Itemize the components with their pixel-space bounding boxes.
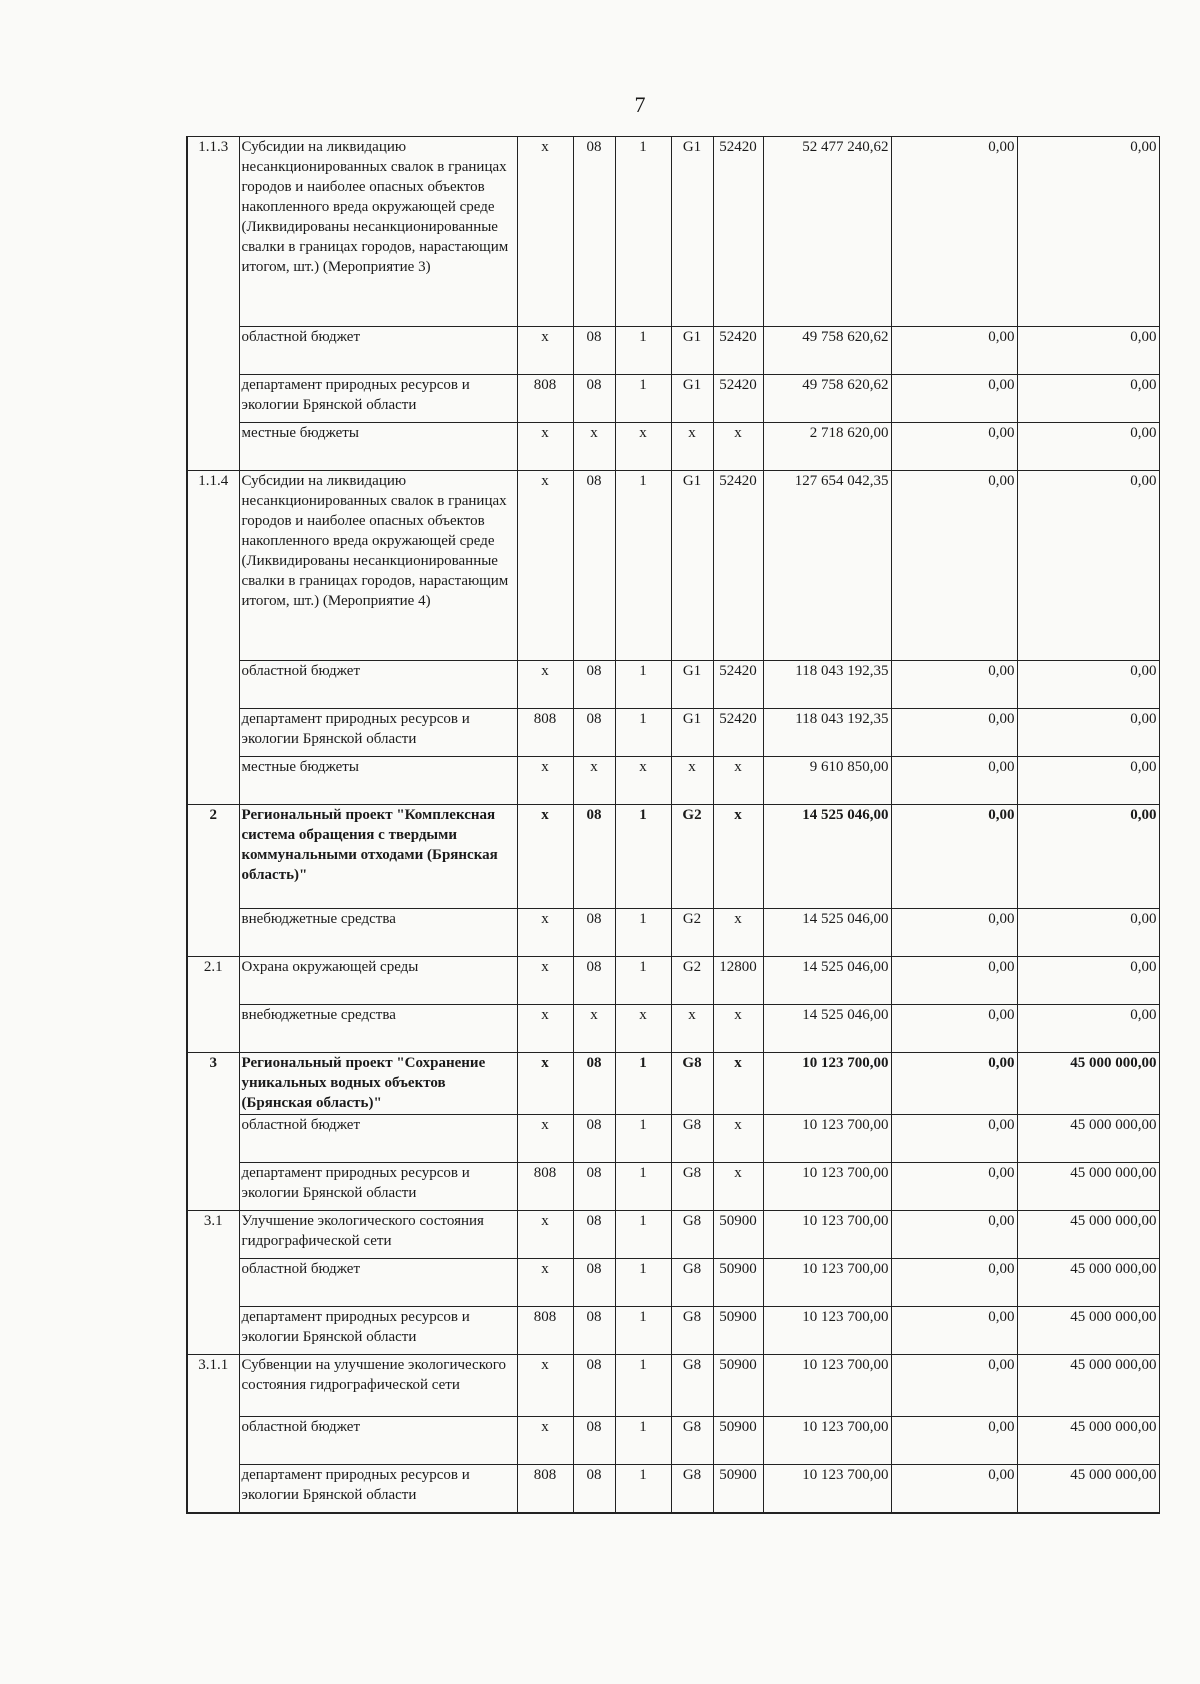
row-number-cell <box>187 1163 239 1211</box>
amount-year2-cell: 0,00 <box>891 1417 1017 1465</box>
row-number-cell <box>187 327 239 375</box>
amount-year3-cell: 45 000 000,00 <box>1017 1053 1159 1115</box>
grbs-code-cell: 808 <box>517 1163 573 1211</box>
amount-year3-cell: 45 000 000,00 <box>1017 1163 1159 1211</box>
section-code-cell: х <box>573 1005 615 1053</box>
project-code-cell: G8 <box>671 1417 713 1465</box>
row-number-cell: 2.1 <box>187 957 239 1005</box>
section-code-cell: 08 <box>573 1355 615 1417</box>
project-code-cell: G2 <box>671 909 713 957</box>
amount-year2-cell: 0,00 <box>891 1307 1017 1355</box>
project-code-cell: G8 <box>671 1259 713 1307</box>
table-body <box>187 137 1159 1513</box>
amount-year2-cell: 0,00 <box>891 423 1017 471</box>
section-code-cell: 08 <box>573 375 615 423</box>
row-number-cell: 2 <box>187 805 239 909</box>
program-code-cell: 1 <box>615 1163 671 1211</box>
project-code-cell: G8 <box>671 1115 713 1163</box>
description-cell: департамент природных ресурсов и экологии Брянской области <box>239 1465 517 1513</box>
direction-code-cell: 50900 <box>713 1465 763 1513</box>
description-cell: областной бюджет <box>239 1417 517 1465</box>
project-code-cell: G8 <box>671 1307 713 1355</box>
program-code-cell: 1 <box>615 909 671 957</box>
section-code-cell: 08 <box>573 1307 615 1355</box>
section-code-cell: 08 <box>573 709 615 757</box>
grbs-code-cell: х <box>517 1005 573 1053</box>
direction-code-cell: 12800 <box>713 957 763 1005</box>
table-row <box>187 1465 1159 1513</box>
amount-year3-cell: 0,00 <box>1017 423 1159 471</box>
amount-year1-cell: 10 123 700,00 <box>763 1053 891 1115</box>
grbs-code-cell: х <box>517 805 573 909</box>
grbs-code-cell: х <box>517 909 573 957</box>
amount-year2-cell: 0,00 <box>891 1053 1017 1115</box>
program-code-cell: 1 <box>615 471 671 661</box>
grbs-code-cell: 808 <box>517 709 573 757</box>
amount-year1-cell: 10 123 700,00 <box>763 1307 891 1355</box>
section-code-cell: 08 <box>573 1465 615 1513</box>
amount-year3-cell: 0,00 <box>1017 805 1159 909</box>
amount-year1-cell: 10 123 700,00 <box>763 1355 891 1417</box>
project-code-cell: G8 <box>671 1053 713 1115</box>
table-row <box>187 661 1159 709</box>
amount-year2-cell: 0,00 <box>891 1163 1017 1211</box>
table-row <box>187 957 1159 1005</box>
description-cell: департамент природных ресурсов и экологии Брянской области <box>239 709 517 757</box>
program-code-cell: 1 <box>615 1259 671 1307</box>
amount-year3-cell: 45 000 000,00 <box>1017 1259 1159 1307</box>
description-cell: Улучшение экологического состояния гидрографической сети <box>239 1211 517 1259</box>
amount-year1-cell: 118 043 192,35 <box>763 709 891 757</box>
section-code-cell: 08 <box>573 1211 615 1259</box>
row-number-cell: 1.1.3 <box>187 137 239 327</box>
program-code-cell: 1 <box>615 1115 671 1163</box>
program-code-cell: 1 <box>615 1417 671 1465</box>
row-number-cell <box>187 661 239 709</box>
description-cell: Субсидии на ликвидацию несанкционированных свалок в границах городов и наиболее опасных объектов накопленного вреда окружающей среде (Ликвидированы несанкционированные свалки в границах городов, нарастающим итогом, шт.) (Мероприятие 4) <box>239 471 517 661</box>
grbs-code-cell: х <box>517 957 573 1005</box>
table-row <box>187 1005 1159 1053</box>
budget-table <box>186 136 1160 1514</box>
section-code-cell: 08 <box>573 1417 615 1465</box>
section-code-cell: 08 <box>573 1115 615 1163</box>
row-number-cell <box>187 1259 239 1307</box>
project-code-cell: G2 <box>671 805 713 909</box>
table-row <box>187 423 1159 471</box>
description-cell: областной бюджет <box>239 661 517 709</box>
amount-year2-cell: 0,00 <box>891 1005 1017 1053</box>
table-row <box>187 1211 1159 1259</box>
amount-year3-cell: 0,00 <box>1017 327 1159 375</box>
amount-year1-cell: 2 718 620,00 <box>763 423 891 471</box>
amount-year1-cell: 10 123 700,00 <box>763 1259 891 1307</box>
direction-code-cell: х <box>713 805 763 909</box>
program-code-cell: 1 <box>615 1307 671 1355</box>
section-code-cell: 08 <box>573 909 615 957</box>
program-code-cell: 1 <box>615 805 671 909</box>
amount-year2-cell: 0,00 <box>891 909 1017 957</box>
table-row <box>187 1307 1159 1355</box>
section-code-cell: 08 <box>573 1053 615 1115</box>
description-cell: областной бюджет <box>239 327 517 375</box>
amount-year2-cell: 0,00 <box>891 1355 1017 1417</box>
description-cell: местные бюджеты <box>239 757 517 805</box>
direction-code-cell: 52420 <box>713 471 763 661</box>
grbs-code-cell: х <box>517 1417 573 1465</box>
amount-year3-cell: 45 000 000,00 <box>1017 1115 1159 1163</box>
direction-code-cell: 52420 <box>713 137 763 327</box>
amount-year1-cell: 14 525 046,00 <box>763 1005 891 1053</box>
amount-year2-cell: 0,00 <box>891 327 1017 375</box>
amount-year1-cell: 118 043 192,35 <box>763 661 891 709</box>
amount-year3-cell: 45 000 000,00 <box>1017 1465 1159 1513</box>
program-code-cell: х <box>615 423 671 471</box>
amount-year3-cell: 0,00 <box>1017 709 1159 757</box>
section-code-cell: 08 <box>573 471 615 661</box>
section-code-cell: 08 <box>573 137 615 327</box>
description-cell: областной бюджет <box>239 1259 517 1307</box>
row-number-cell: 3 <box>187 1053 239 1115</box>
grbs-code-cell: х <box>517 327 573 375</box>
section-code-cell: 08 <box>573 1259 615 1307</box>
amount-year2-cell: 0,00 <box>891 757 1017 805</box>
amount-year1-cell: 49 758 620,62 <box>763 327 891 375</box>
amount-year2-cell: 0,00 <box>891 375 1017 423</box>
row-number-cell <box>187 375 239 423</box>
project-code-cell: G8 <box>671 1163 713 1211</box>
grbs-code-cell: х <box>517 1211 573 1259</box>
grbs-code-cell: 808 <box>517 1465 573 1513</box>
amount-year3-cell: 0,00 <box>1017 1005 1159 1053</box>
grbs-code-cell: х <box>517 1053 573 1115</box>
description-cell: местные бюджеты <box>239 423 517 471</box>
table-row <box>187 805 1159 909</box>
project-code-cell: G8 <box>671 1355 713 1417</box>
amount-year2-cell: 0,00 <box>891 471 1017 661</box>
direction-code-cell: х <box>713 1005 763 1053</box>
grbs-code-cell: х <box>517 471 573 661</box>
project-code-cell: G8 <box>671 1465 713 1513</box>
description-cell: Региональный проект "Сохранение уникальных водных объектов (Брянская область)" <box>239 1053 517 1115</box>
project-code-cell: G1 <box>671 661 713 709</box>
description-cell: департамент природных ресурсов и экологии Брянской области <box>239 375 517 423</box>
amount-year1-cell: 10 123 700,00 <box>763 1417 891 1465</box>
program-code-cell: 1 <box>615 137 671 327</box>
grbs-code-cell: х <box>517 1259 573 1307</box>
table-row <box>187 757 1159 805</box>
direction-code-cell: х <box>713 423 763 471</box>
amount-year2-cell: 0,00 <box>891 1211 1017 1259</box>
amount-year2-cell: 0,00 <box>891 1115 1017 1163</box>
amount-year1-cell: 14 525 046,00 <box>763 805 891 909</box>
table-row <box>187 909 1159 957</box>
program-code-cell: 1 <box>615 1355 671 1417</box>
table-row <box>187 1115 1159 1163</box>
direction-code-cell: 52420 <box>713 327 763 375</box>
program-code-cell: 1 <box>615 1465 671 1513</box>
direction-code-cell: х <box>713 1115 763 1163</box>
table-row <box>187 137 1159 327</box>
program-code-cell: 1 <box>615 709 671 757</box>
section-code-cell: 08 <box>573 805 615 909</box>
amount-year2-cell: 0,00 <box>891 957 1017 1005</box>
table-row <box>187 1355 1159 1417</box>
direction-code-cell: 50900 <box>713 1355 763 1417</box>
direction-code-cell: х <box>713 1053 763 1115</box>
project-code-cell: х <box>671 423 713 471</box>
amount-year3-cell: 0,00 <box>1017 757 1159 805</box>
section-code-cell: 08 <box>573 661 615 709</box>
amount-year3-cell: 0,00 <box>1017 137 1159 327</box>
row-number-cell: 1.1.4 <box>187 471 239 661</box>
amount-year1-cell: 127 654 042,35 <box>763 471 891 661</box>
direction-code-cell: х <box>713 1163 763 1211</box>
grbs-code-cell: х <box>517 423 573 471</box>
section-code-cell: 08 <box>573 957 615 1005</box>
description-cell: Охрана окружающей среды <box>239 957 517 1005</box>
amount-year1-cell: 10 123 700,00 <box>763 1211 891 1259</box>
amount-year1-cell: 52 477 240,62 <box>763 137 891 327</box>
amount-year3-cell: 0,00 <box>1017 375 1159 423</box>
description-cell: департамент природных ресурсов и экологии Брянской области <box>239 1163 517 1211</box>
direction-code-cell: 50900 <box>713 1211 763 1259</box>
description-cell: департамент природных ресурсов и экологии Брянской области <box>239 1307 517 1355</box>
row-number-cell <box>187 423 239 471</box>
program-code-cell: 1 <box>615 1053 671 1115</box>
table-row <box>187 471 1159 661</box>
table-row <box>187 709 1159 757</box>
row-number-cell <box>187 1005 239 1053</box>
project-code-cell: G1 <box>671 375 713 423</box>
row-number-cell <box>187 1417 239 1465</box>
row-number-cell <box>187 909 239 957</box>
description-cell: внебюджетные средства <box>239 909 517 957</box>
amount-year3-cell: 0,00 <box>1017 909 1159 957</box>
row-number-cell <box>187 1307 239 1355</box>
amount-year2-cell: 0,00 <box>891 137 1017 327</box>
description-cell: Субсидии на ликвидацию несанкционированных свалок в границах городов и наиболее опасных объектов накопленного вреда окружающей среде (Ликвидированы несанкционированные свалки в границах городов, нарастающим итогом, шт.) (Мероприятие 3) <box>239 137 517 327</box>
section-code-cell: х <box>573 757 615 805</box>
program-code-cell: х <box>615 757 671 805</box>
direction-code-cell: 50900 <box>713 1259 763 1307</box>
row-number-cell <box>187 709 239 757</box>
amount-year2-cell: 0,00 <box>891 1259 1017 1307</box>
row-number-cell <box>187 1115 239 1163</box>
section-code-cell: х <box>573 423 615 471</box>
amount-year3-cell: 45 000 000,00 <box>1017 1355 1159 1417</box>
row-number-cell <box>187 1465 239 1513</box>
page-number: 7 <box>634 92 646 117</box>
grbs-code-cell: х <box>517 1355 573 1417</box>
amount-year1-cell: 49 758 620,62 <box>763 375 891 423</box>
direction-code-cell: х <box>713 757 763 805</box>
project-code-cell: G1 <box>671 137 713 327</box>
description-cell: Субвенции на улучшение экологического состояния гидрографической сети <box>239 1355 517 1417</box>
amount-year3-cell: 45 000 000,00 <box>1017 1307 1159 1355</box>
description-cell: внебюджетные средства <box>239 1005 517 1053</box>
program-code-cell: 1 <box>615 327 671 375</box>
table-row <box>187 1163 1159 1211</box>
program-code-cell: 1 <box>615 957 671 1005</box>
description-cell: областной бюджет <box>239 1115 517 1163</box>
amount-year3-cell: 45 000 000,00 <box>1017 1417 1159 1465</box>
direction-code-cell: 50900 <box>713 1307 763 1355</box>
row-number-cell: 3.1 <box>187 1211 239 1259</box>
amount-year3-cell: 0,00 <box>1017 661 1159 709</box>
grbs-code-cell: х <box>517 661 573 709</box>
project-code-cell: х <box>671 1005 713 1053</box>
program-code-cell: 1 <box>615 661 671 709</box>
grbs-code-cell: 808 <box>517 375 573 423</box>
project-code-cell: G2 <box>671 957 713 1005</box>
project-code-cell: G1 <box>671 471 713 661</box>
amount-year1-cell: 14 525 046,00 <box>763 957 891 1005</box>
amount-year2-cell: 0,00 <box>891 661 1017 709</box>
amount-year3-cell: 45 000 000,00 <box>1017 1211 1159 1259</box>
section-code-cell: 08 <box>573 1163 615 1211</box>
direction-code-cell: 52420 <box>713 661 763 709</box>
direction-code-cell: 50900 <box>713 1417 763 1465</box>
grbs-code-cell: 808 <box>517 1307 573 1355</box>
row-number-cell: 3.1.1 <box>187 1355 239 1417</box>
grbs-code-cell: х <box>517 1115 573 1163</box>
direction-code-cell: 52420 <box>713 375 763 423</box>
amount-year1-cell: 9 610 850,00 <box>763 757 891 805</box>
amount-year2-cell: 0,00 <box>891 1465 1017 1513</box>
grbs-code-cell: х <box>517 757 573 805</box>
amount-year1-cell: 14 525 046,00 <box>763 909 891 957</box>
table-row <box>187 1053 1159 1115</box>
project-code-cell: G8 <box>671 1211 713 1259</box>
amount-year3-cell: 0,00 <box>1017 957 1159 1005</box>
project-code-cell: х <box>671 757 713 805</box>
table-row <box>187 1259 1159 1307</box>
direction-code-cell: 52420 <box>713 709 763 757</box>
project-code-cell: G1 <box>671 327 713 375</box>
program-code-cell: х <box>615 1005 671 1053</box>
amount-year2-cell: 0,00 <box>891 709 1017 757</box>
row-number-cell <box>187 757 239 805</box>
section-code-cell: 08 <box>573 327 615 375</box>
amount-year1-cell: 10 123 700,00 <box>763 1163 891 1211</box>
amount-year1-cell: 10 123 700,00 <box>763 1465 891 1513</box>
table-row <box>187 375 1159 423</box>
amount-year3-cell: 0,00 <box>1017 471 1159 661</box>
direction-code-cell: х <box>713 909 763 957</box>
program-code-cell: 1 <box>615 375 671 423</box>
description-cell: Региональный проект "Комплексная система обращения с твердыми коммунальными отходами (Брянская область)" <box>239 805 517 909</box>
table-row <box>187 1417 1159 1465</box>
program-code-cell: 1 <box>615 1211 671 1259</box>
project-code-cell: G1 <box>671 709 713 757</box>
grbs-code-cell: х <box>517 137 573 327</box>
amount-year2-cell: 0,00 <box>891 805 1017 909</box>
amount-year1-cell: 10 123 700,00 <box>763 1115 891 1163</box>
table-row <box>187 327 1159 375</box>
